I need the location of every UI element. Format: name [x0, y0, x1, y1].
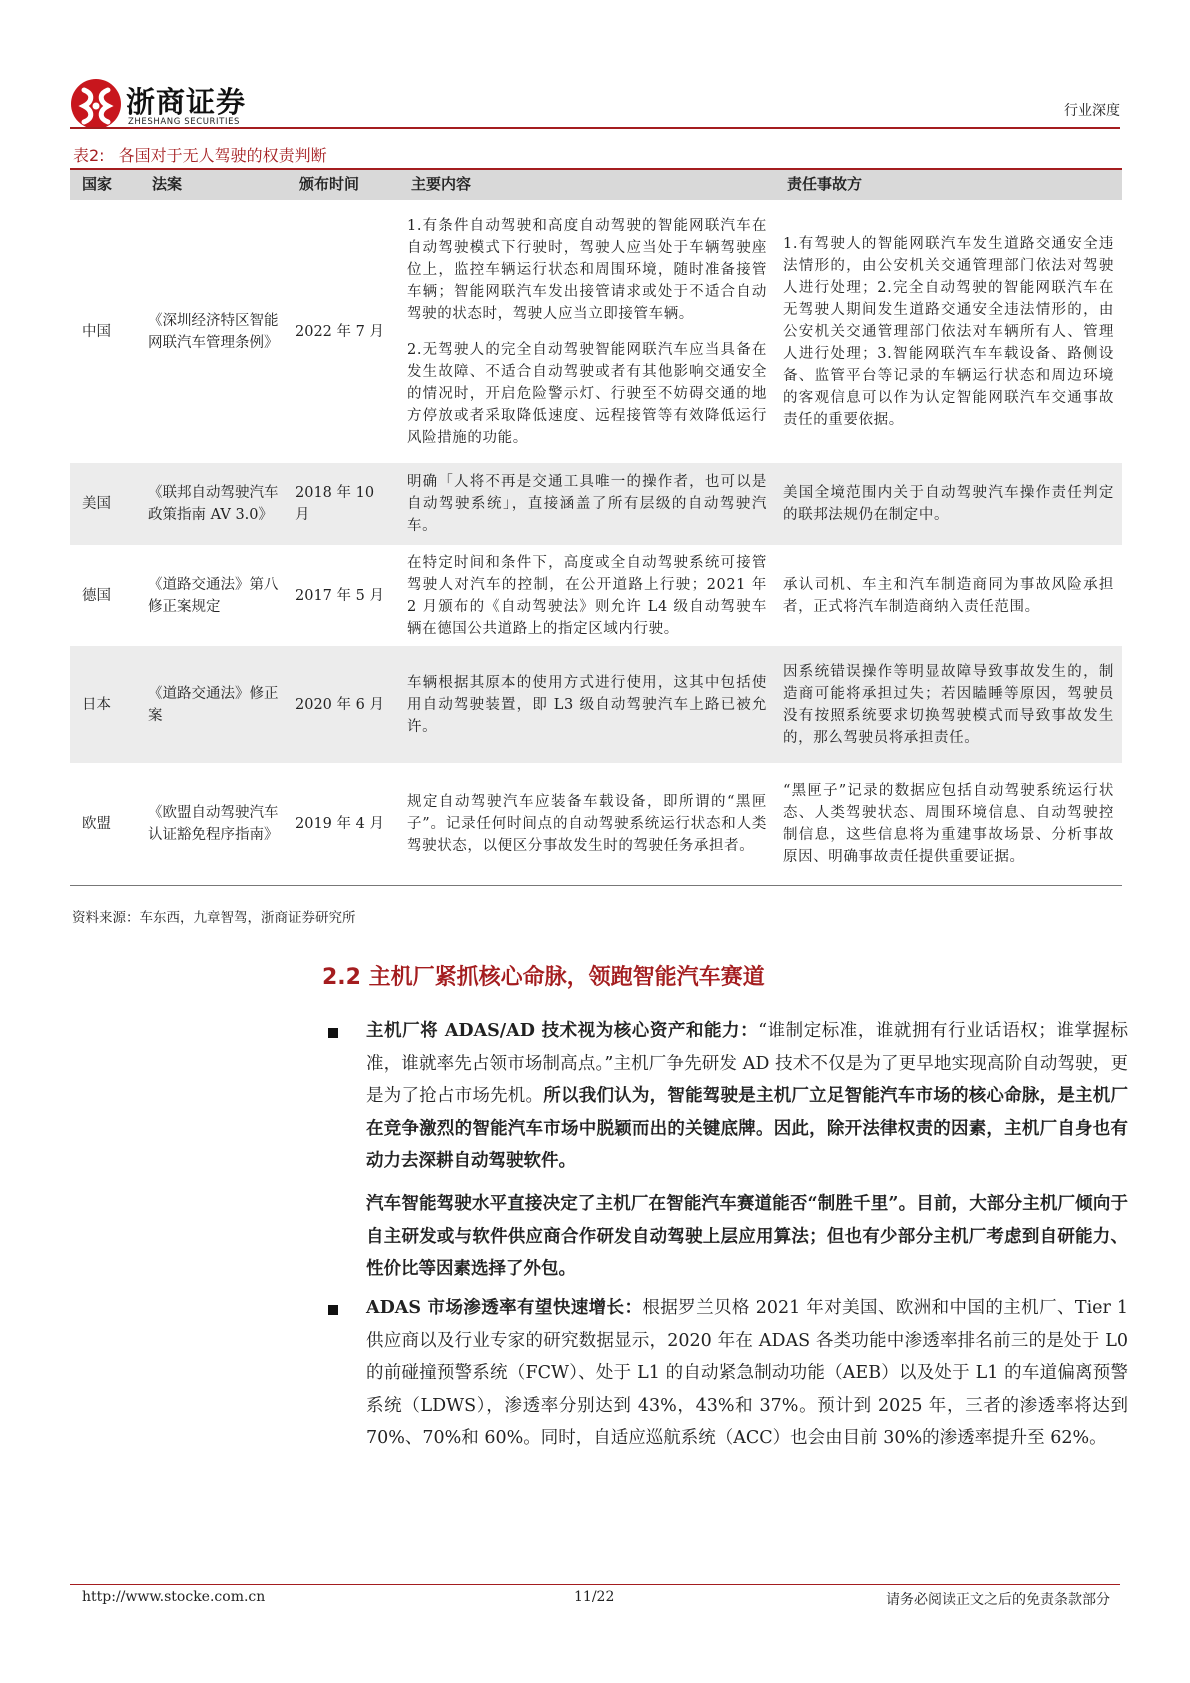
col-header-country: 国家: [70, 169, 140, 200]
cell-country: 中国: [82, 323, 111, 340]
cell-country: 美国: [82, 496, 111, 512]
table-row: [70, 200, 1122, 463]
table-row: [70, 463, 1122, 545]
cell-responsibility: 承认司机、车主和汽车制造商同为事故风险承担者，正式将汽车制造商纳入责任范围。: [783, 576, 1114, 615]
cell-country: 日本: [82, 696, 111, 713]
table-caption: [73, 143, 341, 166]
cell-law: 《道路交通法》修正案: [148, 685, 279, 724]
cell-content: [399, 646, 775, 763]
content-paragraph: 2.无驾驶人的完全自动驾驶智能网联汽车应当具备在发生故障、不适合自动驾驶或者有其他影响交通安全的情况时，开启危险警示灯、行驶至不妨碍交通的地方停放或者采取降低速度、远程接管等有效降低运行风险措施的功能。: [407, 341, 767, 446]
cell-content: [399, 200, 775, 463]
cell-date: 2022 年 7 月: [295, 323, 384, 340]
cell-law: 《欧盟自动驾驶汽车认证豁免程序指南》: [140, 763, 287, 885]
bullet-bold-text: 所以我们认为，智能驾驶是主机厂立足智能汽车市场的核心命脉，是主机厂在竞争激烈的智能汽车市场中脱颖而出的关键底牌。因此，除开法律权责的因素，主机厂自身也有动力去深耕自动驾驶软件。: [366, 1086, 1129, 1171]
report-type-label: 行业深度: [1064, 103, 1120, 119]
cell-date: 2019 年 4 月: [287, 763, 399, 885]
bullet-lead: ADAS 市场渗透率有望快速增长：: [366, 1298, 643, 1318]
cell-date: 2017 年 5 月: [295, 587, 384, 604]
cell-responsibility: 1.有驾驶人的智能网联汽车发生道路交通安全违法情形的，由公安机关交通管理部门依法对驾驶人进行处理；2.完全自动驾驶的智能网联汽车在无驾驶人期间发生道路交通安全违法情形的，由公安机关交通管理部门依法对车辆所有人、管理人进行处理；3.智能网联汽车车载设备、路侧设备、监管平台等记录的车辆运行状态和周边环境的客观信息可以作为认定智能网联汽车交通事故责任的重要依据。: [783, 235, 1114, 428]
bullet-paragraph-2: [366, 1292, 1128, 1455]
logo-name-en: ZHESHANG SECURITIES: [128, 117, 241, 127]
header-divider: [70, 127, 1120, 129]
bullet-square-icon: [328, 1028, 338, 1038]
zheshang-logo-icon: [70, 78, 122, 130]
cell-law: 《道路交通法》第八修正案规定: [148, 576, 279, 615]
liability-table: [70, 168, 1122, 886]
cell-content: [399, 463, 775, 545]
col-header-content: 主要内容: [399, 169, 775, 200]
disclaimer-note: 请务必阅读正文之后的免责条款部分: [886, 1592, 1110, 1608]
content-paragraph: 1.有条件自动驾驶和高度自动驾驶的智能网联汽车在自动驾驶模式下行驶时，驾驶人应当处于车辆驾驶座位上，监控车辆运行状态和周围环境，随时准备接管车辆；智能网联汽车发出接管请求或处于不适合自动驾驶的状态时，驾驶人应当立即接管车辆。: [407, 217, 767, 322]
col-header-law: 法案: [140, 169, 287, 200]
col-header-responsibility: 责任事故方: [775, 169, 1122, 200]
bullet-text: 根据罗兰贝格 2021 年对美国、欧洲和中国的主机厂、Tier 1 供应商以及行业专家的研究数据显示，2020 年在 ADAS 各类功能中渗透率排名前三的是处于 L0 的前碰撞预警系统（FCW）、处于 L1 的自动紧急制动功能（AEB）以及处于 L1 的车道偏离预警系统（LDWS），渗透率分别达到 43%，43%和 37%。预计到 2025 年，三者的渗透率将达到 70%、70%和 60%。同时，自适应巡航系统（ACC）也会由目前 30%的渗透率提升至 62%。: [366, 1298, 1128, 1448]
cell-responsibility: 美国全境范围内关于自动驾驶汽车操作责任判定的联邦法规仍在制定中。: [783, 485, 1114, 523]
bullet-square-icon: [328, 1305, 338, 1315]
table-row: [70, 545, 1122, 646]
page-number: 11/22: [574, 1589, 615, 1605]
table-row: [70, 646, 1122, 763]
cell-country: 欧盟: [70, 763, 140, 885]
table-number: 表2:: [73, 146, 105, 165]
logo-name-cn: 浙商证券: [126, 85, 247, 119]
cell-date: 2018 年 10 月: [295, 485, 375, 523]
content-paragraph: 在特定时间和条件下，高度或全自动驾驶系统可接管驾驶人对汽车的控制，在公开道路上行驶；2021 年 2 月颁布的《自动驾驶法》则允许 L4 级自动驾驶车辆在德国公共道路上的指定区域内行驶。: [407, 554, 767, 637]
cell-responsibility: “黑匣子”记录的数据应包括自动驾驶系统运行状态、人类驾驶状态、周围环境信息、自动驾驶控制信息，这些信息将为重建事故场景、分析事故原因、明确事故责任提供重要证据。: [775, 763, 1122, 885]
content-paragraph: 车辆根据其原本的使用方式进行使用，这其中包括使用自动驾驶装置，即 L3 级自动驾驶汽车上路已被允许。: [407, 674, 767, 735]
cell-content: [399, 545, 775, 646]
cell-responsibility: 因系统错误操作等明显故障导致事故发生的，制造商可能将承担过失；若因瞌睡等原因，驾驶员没有按照系统要求切换驾驶模式而导致事故发生的，那么驾驶员将承担责任。: [783, 663, 1114, 746]
footer-divider: [70, 1584, 1120, 1585]
cell-content: [399, 763, 775, 885]
col-header-date: 颁布时间: [287, 169, 399, 200]
table-title: 各国对于无人驾驶的权责判断: [118, 146, 327, 165]
cell-law: 《联邦自动驾驶汽车政策指南 AV 3.0》: [148, 485, 279, 523]
cell-date: 2020 年 6 月: [295, 696, 384, 713]
table-header-row: [70, 169, 1122, 200]
bullet-lead: 主机厂将 ADAS/AD 技术视为核心资产和能力：: [366, 1021, 759, 1041]
cell-country: 德国: [82, 587, 111, 604]
content-paragraph: 规定自动驾驶汽车应装备车载设备，即所谓的“黑匣子”。记录任何时间点的自动驾驶系统运行状态和人类驾驶状态，以便区分事故发生时的驾驶任务承担者。: [407, 793, 767, 854]
paragraph-2: 汽车智能驾驶水平直接决定了主机厂在智能汽车赛道能否“制胜千里”。目前，大部分主机厂倾向于自主研发或与软件供应商合作研发自动驾驶上层应用算法；但也有少部分主机厂考虑到自研能力、性价比等因素选择了外包。: [366, 1194, 1128, 1279]
cell-law: 《深圳经济特区智能网联汽车管理条例》: [148, 312, 279, 351]
table-row: [70, 763, 1122, 885]
section-heading: 2.2 主机厂紧抓核心命脉，领跑智能汽车赛道: [322, 965, 765, 990]
bullet-paragraph-1: [366, 1015, 1128, 1178]
bullet-text: “谁制定标准，谁就拥有行业话语权；谁掌握标准，谁就率先占领市场制高点。”主机厂争先研发 AD 技术不仅是为了更早地实现高阶自动驾驶，更是为了抢占市场先机。: [366, 1021, 1128, 1106]
table-source: 资料来源：车东西，九章智驾，浙商证券研究所: [72, 910, 356, 926]
content-paragraph: 明确「人将不再是交通工具唯一的操作者，也可以是自动驾驶系统」，直接涵盖了所有层级的自动驾驶汽车。: [407, 474, 767, 534]
company-logo: [70, 78, 270, 134]
footer-url[interactable]: http://www.stocke.com.cn: [82, 1589, 266, 1605]
